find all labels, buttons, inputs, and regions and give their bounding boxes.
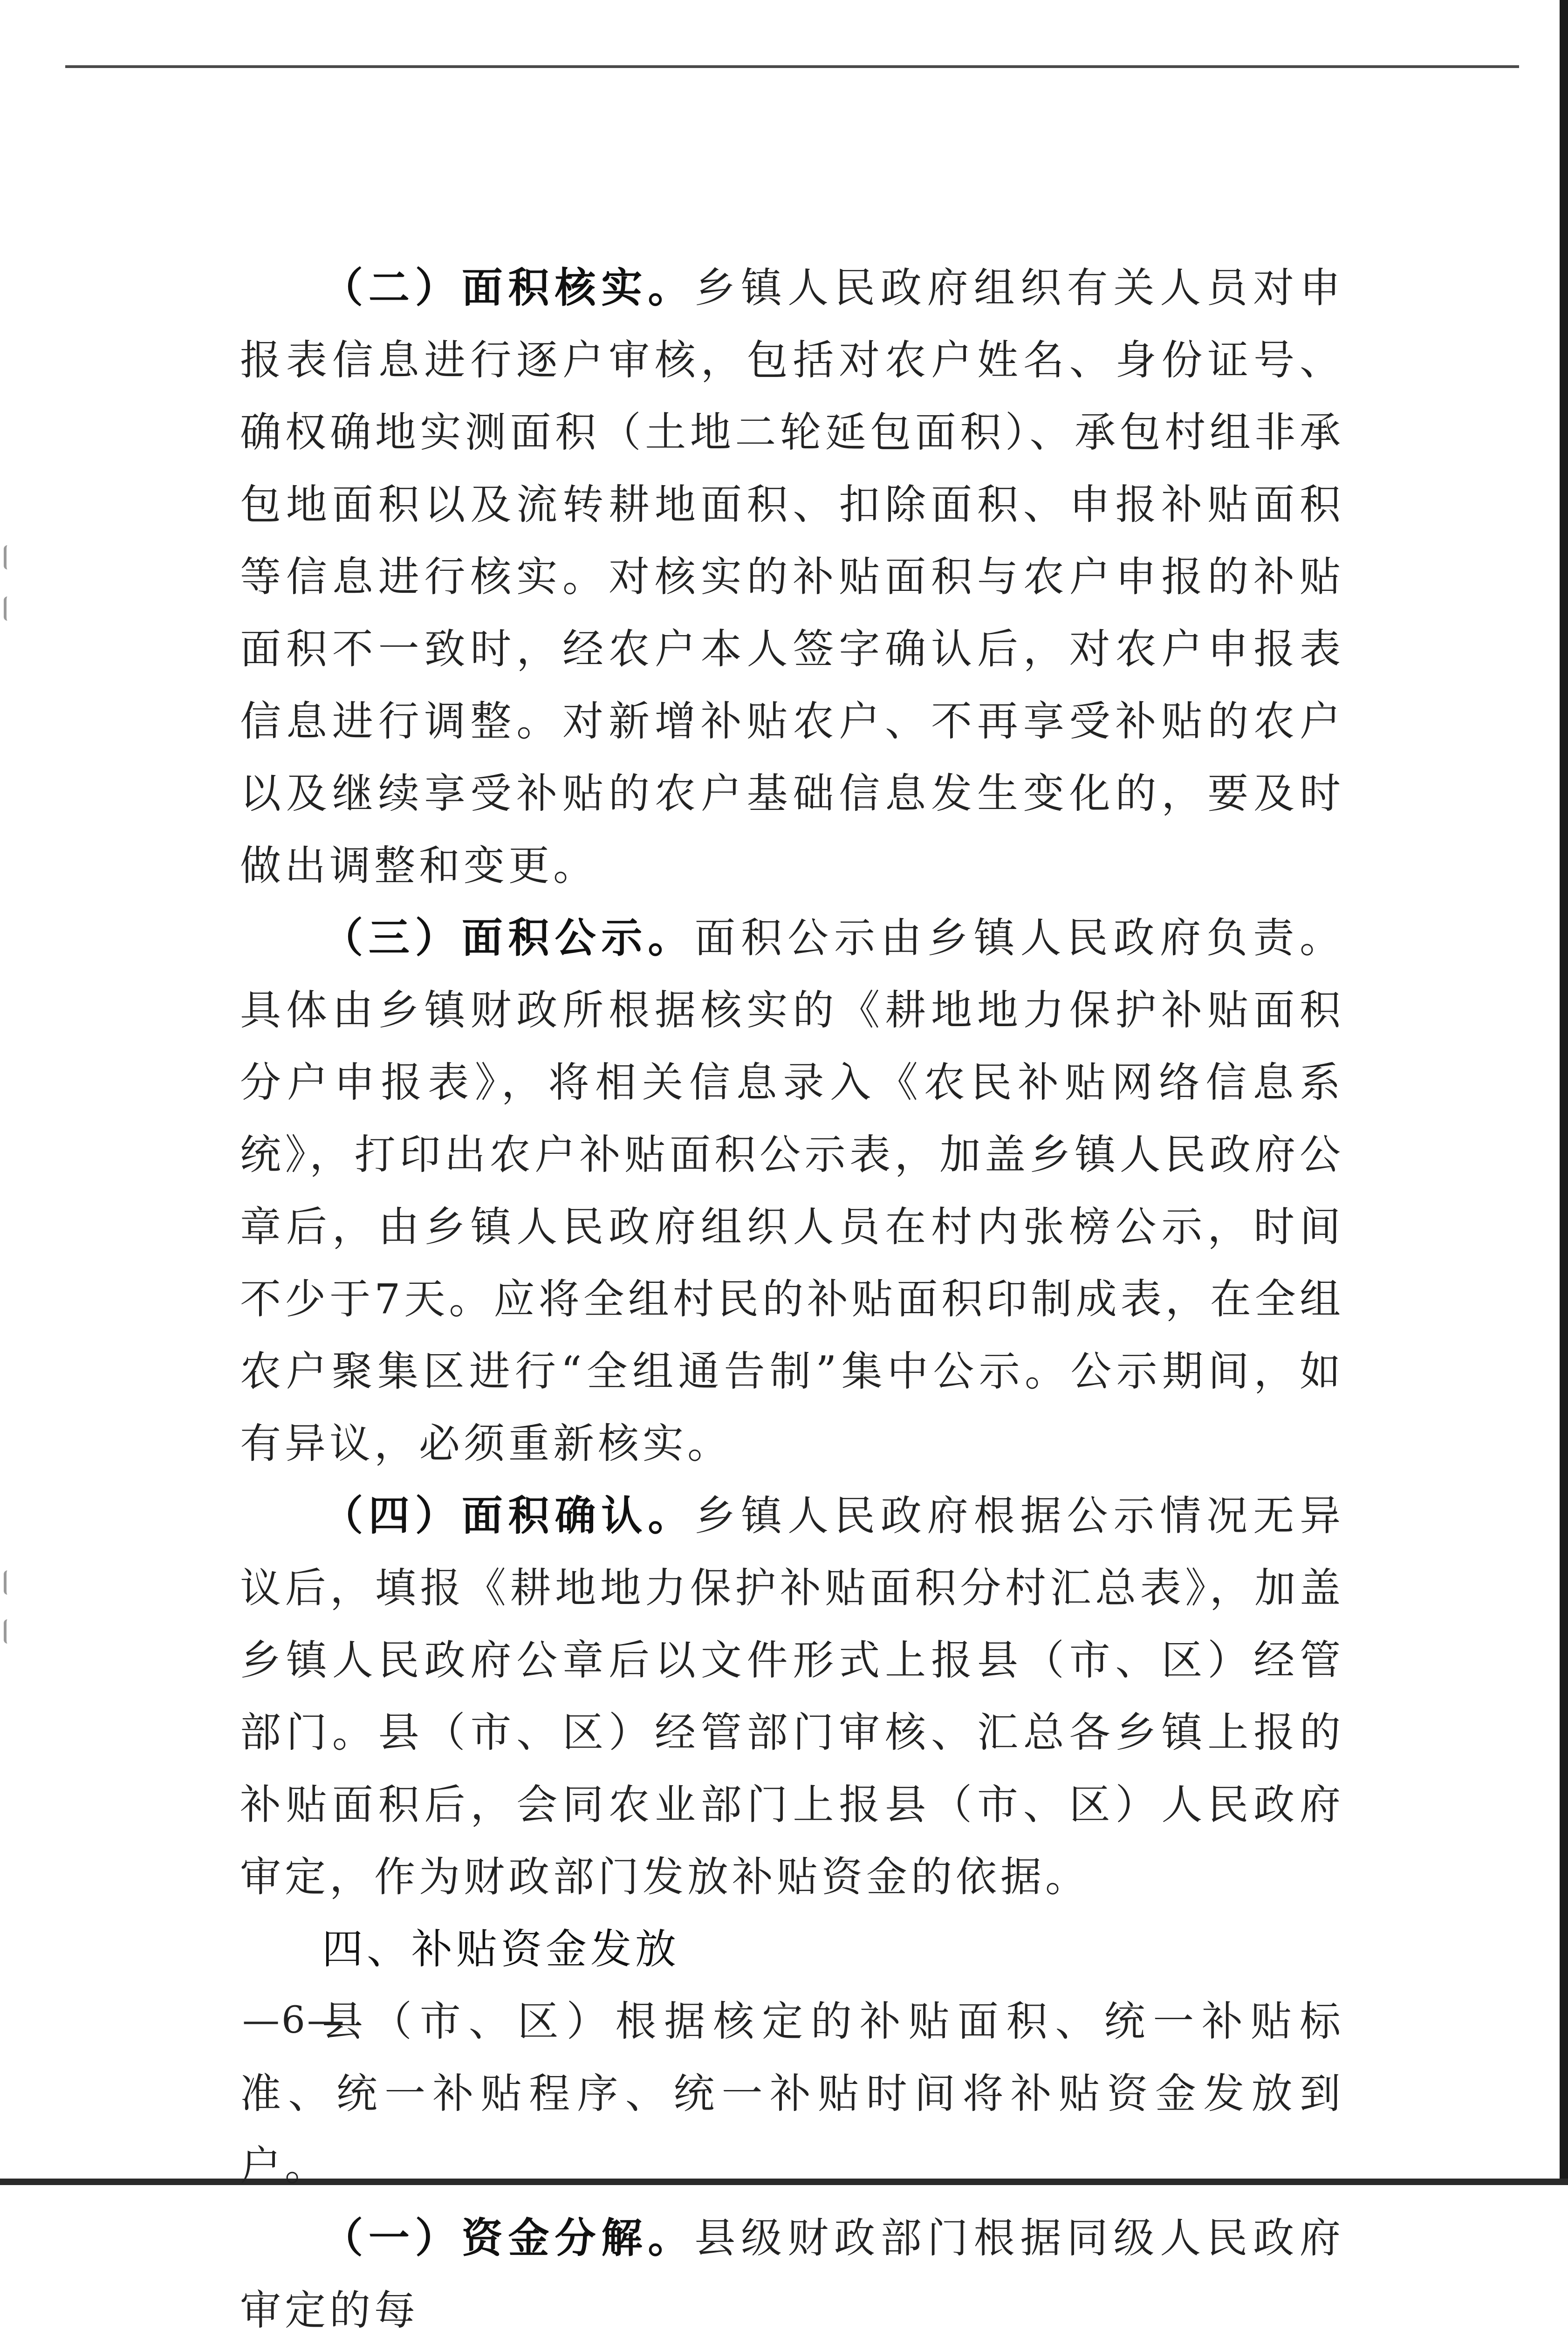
paragraph-subsidy-intro: 县（市、区）根据核定的补贴面积、统一补贴标准、统一补贴程序、统一补贴时间将补贴资金发放到户。 [240,1997,1344,2190]
binding-mark [4,1570,11,1595]
paragraph-text: 乡镇人民政府根据公示情况无异议后，填报《耕地地力保护补贴面积分村汇总表》，加盖乡镇人民政府公章后以文件形式上报县（市、区）经管部门。县（市、区）经管部门审核、汇总各乡镇上报的补贴面积后，会同农业部门上报县（市、区）人民政府审定，作为财政部门发放补贴资金的依据。 [240,1492,1344,1901]
paragraph-heading: （四）面积确认。 [322,1491,695,1540]
binding-mark [4,1619,11,1644]
document-body [240,252,1344,2330]
paragraph-area-publicity [240,902,1344,1480]
header-rule [65,65,1519,68]
paragraph-area-confirmation [240,1480,1344,1913]
paragraph-area-verification [240,252,1344,902]
paragraph-heading: （二）面积核实。 [322,263,695,312]
paragraph-heading: （一）资金分解。 [322,2214,695,2262]
paragraph-fund-allocation [240,2202,1344,2330]
section-heading-subsidy-payment: 四、补贴资金发放 [322,1925,680,1973]
page-number: —6— [242,1998,346,2042]
paragraph-heading: （三）面积公示。 [322,913,695,962]
binding-mark [4,596,11,621]
paragraph-text: 面积公示由乡镇人民政府负责。具体由乡镇财政所根据核实的《耕地地力保护补贴面积分户申报表》，将相关信息录入《农民补贴网络信息系统》，打印出农户补贴面积公示表，加盖乡镇人民政府公章后，由乡镇人民政府组织人员在村内张榜公示，时间不少于7天。应将全组村民的补贴面积印制成表，在全组农户聚集区进行“全组通告制”集中公示。公示期间，如有异议，必须重新核实。 [240,914,1344,1467]
paragraph-text: 县级财政部门根据同级人民政府审定的每 [240,2214,1344,2330]
paragraph-text: 乡镇人民政府组织有关人员对申报表信息进行逐户审核，包括对农户姓名、身份证号、确权确地实测面积（土地二轮延包面积）、承包村组非承包地面积以及流转耕地面积、扣除面积、申报补贴面积等信息进行核实。对核实的补贴面积与农户申报的补贴面积不一致时，经农户本人签字确认后，对农户申报表信息进行调整。对新增补贴农户、不再享受补贴的农户以及继续享受补贴的农户基础信息发生变化的，要及时做出调整和变更。 [240,264,1344,890]
scan-right-edge [1560,0,1568,2185]
binding-mark [4,545,11,569]
